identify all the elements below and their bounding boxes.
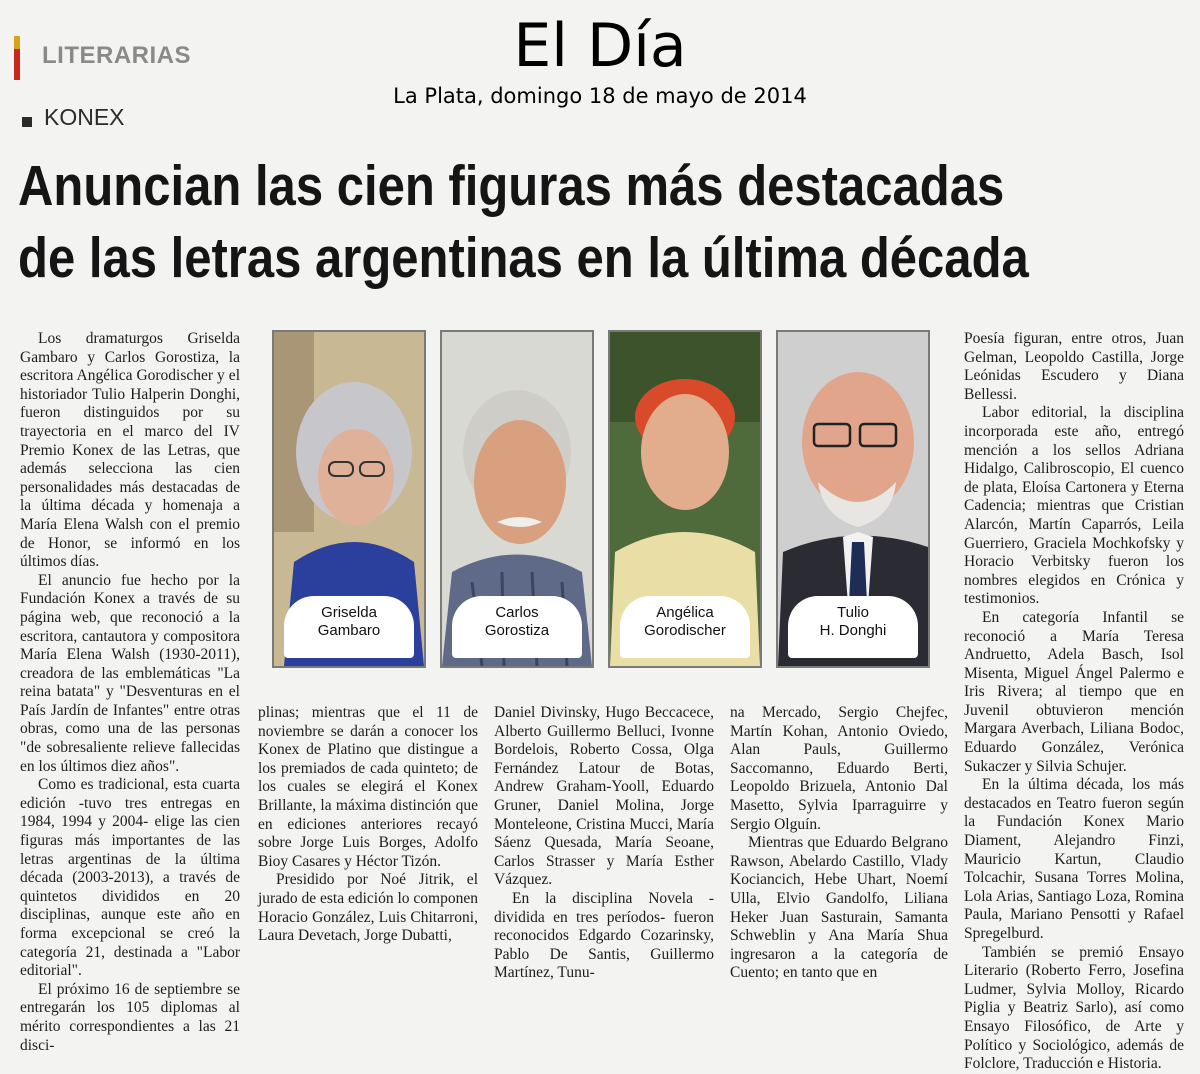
photo-caption: Tulio H. Donghi: [819, 604, 887, 639]
paragraph: El anuncio fue hecho por la Fundación Konex a través de su página web, que reconoció a la escritora, cantautora y compositora María Elena Walsh (1930-2011), creadora de las emblemáticas "La reina batata" y "Desventuras en el País Jardín de Infantes" entre otras obras, como una de las personas "de sobresaliente relieve fallecidas en los últimos diez años".: [20, 571, 240, 775]
paragraph: Poesía figuran, entre otros, Juan Gelman, Leopoldo Castilla, Jorge Leónidas Escudero y Diana Bellessi.: [964, 330, 1184, 403]
paragraph: plinas; mientras que el 11 de noviembre se darán a conocer los Konex de Platino que distingue a los premiados de cada quinteto; de los cuales se elegirá el Konex Brillante, la máxima distinción que en ediciones anteriores recayó sobre Jorge Luis Borges, Adolfo Bioy Casares y Héctor Tizón.: [258, 704, 478, 870]
headline-line-2: de las letras argentinas en la última década: [18, 226, 1029, 290]
photo-angelica-gorodischer: [608, 330, 762, 668]
paragraph: Presidido por Noé Jitrik, el jurado de esta edición lo componen Horacio González, Luis Chitarroni, Laura Devetach, Jorge Dubatti,: [258, 871, 478, 945]
photo-caption: Angélica Gorodischer: [644, 604, 726, 639]
photo-tulio-halperin-donghi: [776, 330, 930, 668]
newspaper-masthead: El Día: [513, 11, 687, 81]
article-column-2: [258, 704, 478, 946]
article-column-3: [494, 704, 714, 983]
headline: [18, 150, 1029, 294]
article-column-1: [20, 330, 240, 1055]
paragraph: En categoría Infantil se reconoció a María Teresa Andruetto, Adela Basch, Isol Misenta, Miguel Ángel Palermo e Iris Rivera; al tiempo que en Juvenil obtuvieron mención Margara Averbach, Liliana Bodoc, Eduardo González, Verónica Sukaczer y Silvia Schujer.: [964, 608, 1184, 775]
article-column-5: [964, 330, 1184, 1074]
paragraph: También se premió Ensayo Literario (Roberto Ferro, Josefina Ludmer, Sylvia Molloy, Ricardo Piglia y Beatriz Sarlo), así como Ensayo Filosófico, de Arte y Político y Sociológico, además de Folclore, Traducción e Historia.: [964, 943, 1184, 1073]
photo-carlos-gorostiza: [440, 330, 594, 668]
paragraph: Mientras que Eduardo Belgrano Rawson, Abelardo Castillo, Vlady Kociancich, Hebe Uhart, Noemí Ulla, Elvio Gandolfo, Liliana Heker Juan Sasturain, Samanta Schweblin y Ana María Shua ingresaron a la categoría de Cuento; en tanto que en: [730, 834, 948, 982]
article-column-4: [730, 704, 948, 983]
paragraph: Daniel Divinsky, Hugo Beccacece, Alberto Guillermo Belluci, Ivonne Bordelois, Roberto Cossa, Olga Fernández Latour de Botas, Andrew Graham-Yooll, Eduardo Gruner, Daniel Molina, Jorge Monteleone, Cristina Mucci, María Sáenz Quesada, María Seoane, Carlos Strasser y María Esther Vázquez.: [494, 704, 714, 889]
dateline: La Plata, domingo 18 de mayo de 2014: [393, 84, 807, 108]
photo-griselda-gambaro: [272, 330, 426, 668]
kicker-bullet-icon: [22, 117, 32, 127]
paragraph: Los dramaturgos Griselda Gambaro y Carlos Gorostiza, la escritora Angélica Gorodischer y el historiador Tulio Halperin Donghi, fueron distinguidos por su trayectoria en el marco del IV Premio Konex de las Letras, que además selecciona las cien personalidades más destacadas de la última década y homenaja a María Elena Walsh con el premio de Honor, se informó en los últimos días.: [20, 330, 240, 571]
paragraph: Como es tradicional, esta cuarta edición -tuvo tres entregas en 1984, 1994 y 2004- elige las cien figuras más importantes de las letras argentinas de la última década (2003-2013), a través de quintetos divididos en 20 disciplinas, aunque este año en forma excepcional se creó la categoría 21, destinada a "Labor editorial".: [20, 776, 240, 980]
paragraph: Labor editorial, la disciplina incorporada este año, entregó mención a los sellos Adriana Hidalgo, Calibroscopio, El cuenco de plata, Eloísa Cartonera y Eterna Cadencia; mientras que Cristian Alarcón, Martín Caparrós, Leila Guerriero, Graciela Mochkofsky y Horacio Verbitsky fueron los nombres elegidos en Crónica y testimonios.: [964, 404, 1184, 608]
photo-caption: Griselda Gambaro: [317, 604, 381, 639]
paragraph: El próximo 16 de septiembre se entregarán los 105 diplomas al mérito correspondientes a las 21 disci-: [20, 980, 240, 1054]
section-color-bar: [14, 36, 20, 80]
headline-line-1: Anuncian las cien figuras más destacadas: [18, 154, 1005, 218]
paragraph: En la última década, los más destacados en Teatro fueron según la Fundación Konex Mario Diament, Alejandro Finzi, Mauricio Kartun, Claudio Tolcachir, Susana Torres Molina, Lola Arias, Santiago Loza, Romina Paula, Mariano Pensotti y Rafael Spregelburd.: [964, 776, 1184, 942]
section-name: LITERARIAS: [42, 42, 191, 69]
paragraph: na Mercado, Sergio Chejfec, Martín Kohan, Antonio Oviedo, Alan Pauls, Guillermo Saccomanno, Eduardo Berti, Leopoldo Brizuela, Antonio Dal Masetto, Sylvia Iparraguirre y Sergio Olguín.: [730, 704, 948, 833]
paragraph: En la disciplina Novela -dividida en tres períodos- fueron reconocidos Edgardo Cozarinsky, Pablo De Santis, Guillermo Martínez, Tunu-: [494, 889, 714, 982]
photo-caption: Carlos Gorostiza: [484, 604, 550, 639]
kicker: KONEX: [44, 104, 125, 130]
